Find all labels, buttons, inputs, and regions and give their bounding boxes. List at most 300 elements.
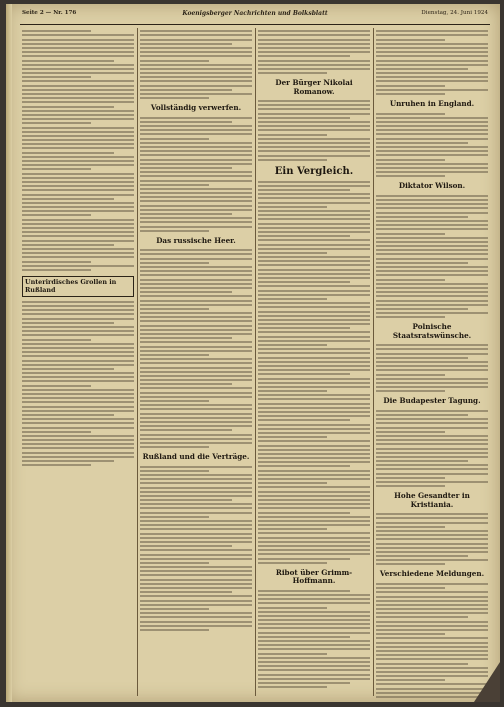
text-line	[258, 357, 370, 359]
text-line	[376, 481, 488, 483]
text-line	[376, 274, 488, 276]
text-block	[376, 513, 488, 565]
text-line	[140, 466, 252, 468]
text-line	[22, 206, 134, 208]
text-line	[376, 348, 488, 350]
article-heading: Unruhen in England.	[389, 99, 475, 108]
text-line	[140, 604, 252, 606]
text-line	[22, 456, 134, 458]
text-line	[258, 218, 370, 220]
text-line	[140, 200, 252, 202]
text-line	[258, 445, 370, 447]
text-line	[258, 125, 370, 127]
text-line	[140, 249, 252, 251]
text-line	[140, 616, 252, 618]
text-line	[258, 549, 370, 551]
text-line	[376, 473, 488, 475]
text-line	[22, 198, 114, 200]
text-line	[258, 60, 370, 62]
text-line	[258, 607, 327, 609]
text-line	[140, 146, 252, 148]
text-line	[22, 376, 134, 378]
text-line	[376, 443, 488, 445]
text-line	[258, 146, 370, 148]
text-line	[376, 378, 488, 380]
text-line	[258, 306, 370, 308]
text-line	[140, 562, 209, 564]
text-line	[140, 230, 209, 232]
text-line	[22, 372, 134, 374]
text-line	[140, 196, 252, 198]
text-line	[22, 389, 134, 391]
text-line	[22, 101, 134, 103]
text-line	[376, 312, 488, 314]
text-line	[258, 138, 370, 140]
text-line	[258, 150, 370, 152]
text-line	[376, 671, 488, 673]
text-line	[22, 410, 134, 412]
text-line	[140, 159, 252, 161]
text-line	[258, 206, 327, 208]
article-heading: Die Budapester Tagung.	[383, 396, 481, 406]
text-line	[258, 553, 370, 555]
text-block	[376, 195, 488, 318]
text-line	[376, 538, 488, 540]
text-line	[140, 404, 252, 406]
text-line	[22, 248, 134, 250]
text-line	[140, 566, 252, 568]
text-line	[140, 80, 252, 82]
text-line	[22, 235, 134, 237]
text-line	[376, 220, 488, 222]
text-line	[22, 265, 134, 267]
text-line	[140, 213, 232, 215]
text-line	[258, 619, 370, 621]
text-line	[376, 551, 488, 553]
text-line	[140, 93, 252, 95]
article-heading: Das russische Heer.	[156, 235, 236, 245]
text-line	[376, 159, 445, 161]
text-block	[376, 583, 488, 698]
text-line	[258, 394, 370, 396]
text-line	[140, 487, 252, 489]
text-line	[258, 528, 327, 530]
text-line	[22, 93, 134, 95]
text-line	[376, 295, 488, 297]
text-line	[258, 449, 370, 451]
text-line	[258, 181, 370, 183]
text-line	[140, 417, 252, 419]
text-line	[258, 428, 370, 430]
text-line	[22, 202, 134, 204]
text-line	[258, 657, 370, 659]
text-line	[376, 563, 445, 565]
text-line	[140, 570, 252, 572]
text-line	[22, 406, 134, 408]
text-line	[22, 252, 134, 254]
text-line	[140, 520, 252, 522]
text-line	[140, 346, 252, 348]
text-line	[22, 30, 91, 32]
text-line	[258, 470, 370, 472]
text-line	[140, 175, 252, 177]
text-line	[258, 285, 370, 287]
text-line	[376, 146, 488, 148]
text-line	[140, 375, 252, 377]
text-line	[376, 34, 488, 36]
text-line	[140, 320, 252, 322]
text-line	[140, 138, 209, 140]
text-line	[140, 55, 252, 57]
text-line	[376, 513, 488, 515]
text-line	[258, 197, 370, 199]
text-line	[376, 439, 488, 441]
text-line	[376, 517, 488, 519]
text-line	[258, 100, 370, 102]
text-line	[376, 171, 488, 173]
text-line	[376, 51, 488, 53]
text-line	[140, 43, 232, 45]
text-line	[140, 171, 252, 173]
text-line	[22, 164, 134, 166]
text-line	[140, 274, 252, 276]
text-line	[22, 139, 134, 141]
text-line	[258, 121, 370, 123]
text-line	[376, 604, 488, 606]
text-line	[140, 76, 252, 78]
text-line	[22, 393, 134, 395]
column-4	[376, 28, 488, 698]
text-line	[140, 51, 252, 53]
text-line	[22, 401, 134, 403]
text-line	[258, 382, 370, 384]
text-line	[140, 425, 252, 427]
text-line	[22, 443, 134, 445]
text-block	[22, 301, 134, 466]
text-line	[376, 612, 488, 614]
text-line	[376, 382, 488, 384]
column-3	[258, 28, 370, 698]
text-line	[140, 537, 252, 539]
text-line	[258, 55, 350, 57]
text-line	[140, 300, 252, 302]
text-line	[22, 385, 91, 387]
header-masthead: Koenigsberger Nachrichten und Bolksblatt	[182, 10, 328, 17]
text-line	[258, 507, 370, 509]
text-line	[376, 30, 488, 32]
text-line	[376, 448, 488, 450]
text-line	[140, 295, 252, 297]
text-line	[140, 47, 252, 49]
column-2	[140, 28, 252, 698]
text-line	[258, 340, 370, 342]
text-line	[376, 587, 445, 589]
text-line	[258, 562, 327, 564]
text-line	[140, 89, 232, 91]
text-line	[376, 688, 488, 690]
article-heading: Diktator Wilson.	[398, 181, 466, 191]
text-line	[258, 386, 370, 388]
text-line	[258, 486, 370, 488]
text-line	[376, 431, 445, 433]
text-line	[258, 264, 370, 266]
text-line	[258, 210, 370, 212]
text-line	[376, 216, 468, 218]
text-line	[140, 545, 232, 547]
text-line	[258, 231, 370, 233]
text-line	[258, 202, 370, 204]
text-line	[258, 558, 350, 560]
text-block	[376, 410, 488, 487]
text-line	[376, 207, 488, 209]
text-line	[258, 432, 370, 434]
text-line	[258, 537, 370, 539]
text-line	[258, 365, 370, 367]
text-line	[376, 422, 488, 424]
text-line	[22, 122, 91, 124]
text-line	[140, 142, 252, 144]
column-rule	[373, 28, 374, 696]
text-line	[258, 482, 327, 484]
text-line	[376, 154, 488, 156]
text-line	[376, 85, 445, 87]
text-line	[376, 427, 488, 429]
text-line	[258, 323, 370, 325]
article-heading: Vollständig verwerfen.	[150, 103, 242, 113]
text-line	[140, 408, 252, 410]
text-line	[376, 530, 488, 532]
text-line	[376, 534, 488, 536]
text-line	[22, 143, 134, 145]
text-line	[258, 39, 370, 41]
text-line	[22, 131, 134, 133]
text-line	[140, 474, 252, 476]
text-line	[376, 262, 468, 264]
text-line	[140, 350, 252, 352]
text-line	[140, 117, 252, 119]
text-line	[376, 138, 488, 140]
text-line	[376, 696, 488, 698]
text-block	[22, 30, 134, 271]
text-line	[22, 194, 134, 196]
text-line	[140, 621, 252, 623]
text-line	[258, 457, 370, 459]
text-line	[22, 240, 134, 242]
text-line	[258, 611, 370, 613]
text-line	[258, 516, 370, 518]
text-line	[258, 636, 350, 638]
text-line	[258, 398, 370, 400]
text-line	[258, 256, 370, 258]
text-line	[140, 283, 252, 285]
text-line	[258, 277, 370, 279]
text-line	[258, 361, 370, 363]
text-line	[140, 421, 252, 423]
text-line	[376, 452, 488, 454]
text-line	[22, 301, 134, 303]
text-line	[140, 266, 252, 268]
text-line	[22, 97, 134, 99]
text-line	[258, 281, 350, 283]
text-line	[22, 347, 134, 349]
text-line	[140, 64, 252, 66]
text-line	[258, 223, 370, 225]
text-line	[376, 133, 488, 135]
text-line	[140, 221, 252, 223]
text-line	[258, 248, 370, 250]
text-line	[22, 106, 114, 108]
text-line	[140, 287, 252, 289]
text-line	[258, 352, 370, 354]
text-line	[140, 387, 252, 389]
text-line	[258, 239, 370, 241]
text-line	[22, 460, 114, 462]
text-line	[140, 470, 209, 472]
text-line	[140, 400, 209, 402]
text-line	[376, 287, 488, 289]
text-line	[376, 308, 468, 310]
text-line	[140, 558, 252, 560]
text-line	[140, 163, 252, 165]
text-line	[376, 142, 468, 144]
text-line	[22, 85, 134, 87]
text-line	[140, 312, 252, 314]
text-line	[376, 167, 488, 169]
text-line	[140, 133, 252, 135]
text-line	[22, 334, 134, 336]
text-line	[376, 526, 445, 528]
text-line	[376, 365, 488, 367]
text-line	[376, 410, 488, 412]
text-line	[258, 478, 370, 480]
text-line	[22, 147, 134, 149]
text-line	[140, 192, 252, 194]
text-line	[140, 354, 209, 356]
text-line	[376, 646, 488, 648]
text-line	[376, 418, 488, 420]
text-line	[258, 390, 327, 392]
text-line	[140, 446, 209, 448]
text-block	[376, 113, 488, 178]
text-line	[376, 113, 445, 115]
text-line	[258, 661, 370, 663]
text-line	[376, 361, 488, 363]
text-line	[258, 436, 327, 438]
page-edge	[6, 4, 12, 702]
text-line	[22, 51, 134, 53]
text-line	[22, 89, 134, 91]
text-line	[376, 80, 488, 82]
text-line	[376, 663, 468, 665]
text-line	[258, 369, 370, 371]
text-line	[376, 464, 488, 466]
text-line	[258, 674, 370, 676]
text-line	[376, 353, 488, 355]
text-line	[258, 290, 370, 292]
text-line	[140, 533, 252, 535]
text-line	[140, 495, 252, 497]
text-line	[258, 665, 370, 667]
article-heading: Verschiedene Meldungen.	[379, 569, 485, 579]
text-line	[258, 407, 370, 409]
text-line	[140, 217, 252, 219]
text-line	[376, 125, 488, 127]
text-line	[258, 640, 370, 642]
text-line	[376, 642, 488, 644]
text-line	[376, 621, 488, 623]
text-line	[22, 72, 134, 74]
text-line	[22, 313, 134, 315]
text-line	[140, 205, 252, 207]
text-line	[376, 600, 488, 602]
text-line	[258, 64, 370, 66]
text-line	[376, 304, 488, 306]
text-line	[258, 415, 370, 417]
text-line	[258, 653, 327, 655]
text-line	[376, 199, 488, 201]
text-line	[22, 181, 134, 183]
text-line	[376, 468, 488, 470]
text-line	[140, 528, 252, 530]
text-line	[140, 337, 232, 339]
text-line	[376, 683, 488, 685]
text-line	[376, 608, 488, 610]
text-line	[140, 329, 252, 331]
text-line	[376, 559, 488, 561]
text-line	[258, 108, 370, 110]
text-line	[258, 298, 327, 300]
text-line	[22, 431, 91, 433]
text-line	[140, 379, 252, 381]
text-block	[258, 100, 370, 161]
text-line	[140, 595, 252, 597]
text-line	[376, 654, 488, 656]
text-line	[140, 371, 252, 373]
text-line	[22, 452, 134, 454]
text-line	[258, 134, 327, 136]
text-line	[376, 616, 468, 618]
text-line	[22, 464, 91, 466]
text-line	[22, 156, 134, 158]
text-line	[140, 362, 252, 364]
text-line	[258, 403, 370, 405]
text-line	[376, 629, 488, 631]
text-line	[22, 168, 91, 170]
text-line	[376, 369, 488, 371]
text-line	[140, 316, 252, 318]
text-line	[140, 491, 252, 493]
text-line	[258, 520, 370, 522]
text-line	[140, 270, 252, 272]
text-line	[258, 411, 370, 413]
text-line	[22, 80, 134, 82]
text-line	[140, 478, 252, 480]
text-line	[22, 397, 134, 399]
text-line	[22, 351, 134, 353]
text-line	[140, 442, 252, 444]
text-line	[376, 258, 488, 260]
text-line	[140, 188, 252, 190]
text-line	[140, 587, 252, 589]
text-line	[22, 64, 134, 66]
column-rule	[255, 28, 256, 696]
text-line	[140, 434, 252, 436]
page-header	[20, 10, 490, 25]
text-line	[140, 39, 252, 41]
text-line	[22, 364, 134, 366]
text-line	[22, 368, 114, 370]
text-block	[140, 30, 252, 99]
